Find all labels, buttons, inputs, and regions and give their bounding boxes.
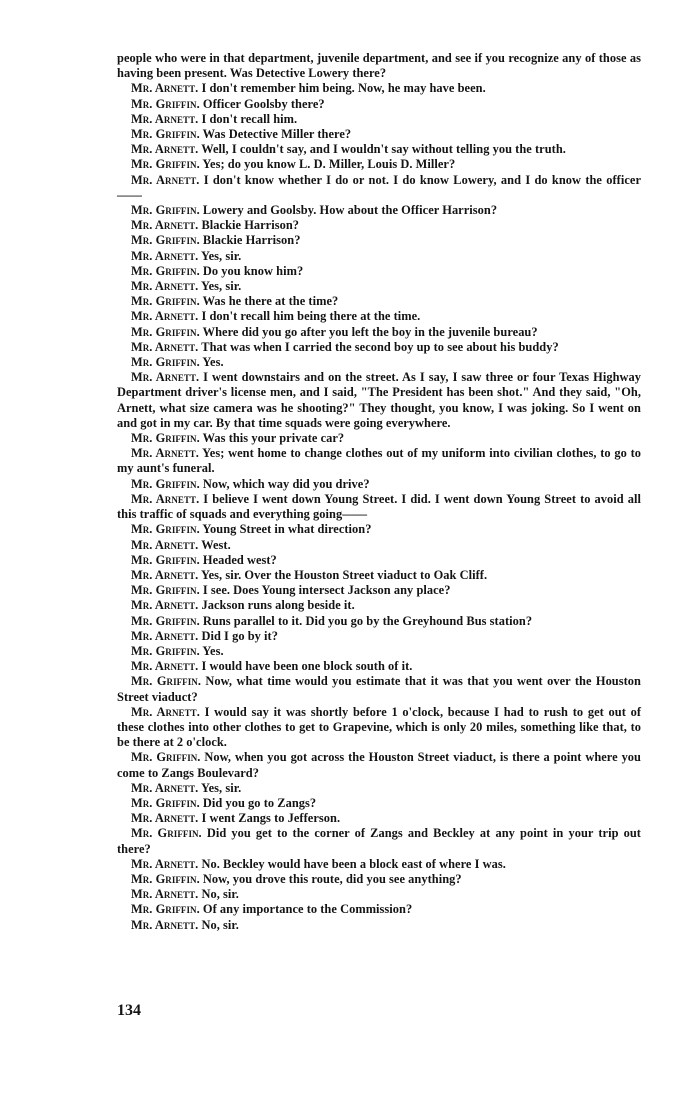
paragraph [117, 887, 641, 902]
speaker-label: Mr. Griffin. [131, 294, 200, 309]
paragraph [117, 203, 641, 218]
speaker-label: Mr. Griffin. [131, 583, 200, 598]
speaker-label: Mr. Arnett. [131, 567, 199, 582]
speaker-label: Mr. Arnett. [131, 811, 199, 826]
paragraph-text: Yes, sir. [201, 780, 242, 795]
paragraph [117, 264, 641, 279]
paragraph [117, 583, 641, 598]
paragraph-text: I don't recall him. [201, 111, 298, 126]
paragraph-text: Headed west? [202, 552, 277, 567]
speaker-label: Mr. Arnett. [131, 659, 199, 674]
paragraph [117, 218, 641, 233]
speaker-label: Mr. Griffin. [131, 127, 200, 142]
paragraph-text: Yes. [202, 643, 224, 658]
paragraph [117, 568, 641, 583]
speaker-label: Mr. Arnett. [131, 856, 199, 871]
paragraph [117, 127, 641, 142]
speaker-label: Mr. Griffin. [131, 203, 200, 218]
paragraph-text: Yes, sir. [201, 248, 242, 263]
paragraph-text: Lowery and Goolsby. How about the Officer Harrison? [202, 203, 498, 218]
paragraph [117, 918, 641, 933]
paragraph-text: Was he there at the time? [202, 294, 339, 309]
paragraph [117, 872, 641, 887]
paragraph [117, 826, 641, 856]
paragraph [117, 355, 641, 370]
paragraph [117, 857, 641, 872]
paragraph-text: Yes. [202, 355, 224, 370]
paragraph [117, 614, 641, 629]
speaker-label: Mr. Arnett. [131, 491, 200, 506]
paragraph-text: Now, which way did you drive? [202, 476, 370, 491]
paragraph [117, 249, 641, 264]
paragraph [117, 81, 641, 96]
paragraph [117, 644, 641, 659]
paragraph-text: Was Detective Miller there? [202, 127, 352, 142]
paragraph-text: I believe I went down Young Street. I did. I went down Young Street to avoid all this traffic of squads and everything going—— [117, 491, 641, 522]
paragraph [117, 553, 641, 568]
paragraph [117, 629, 641, 644]
paragraph-text: Yes; went home to change clothes out of my uniform into civilian clothes, to go to my aunt's funeral. [117, 446, 641, 476]
paragraph [117, 446, 641, 476]
paragraph [117, 370, 641, 431]
paragraph [117, 750, 641, 780]
paragraph [117, 325, 641, 340]
paragraph [117, 142, 641, 157]
paragraph [117, 705, 641, 751]
speaker-label: Mr. Arnett. [131, 248, 199, 263]
paragraph-text: Of any importance to the Commission? [202, 902, 413, 917]
paragraph-text: That was when I carried the second boy up to see about his buddy? [201, 339, 559, 354]
speaker-label: Mr. Griffin. [131, 355, 200, 370]
paragraph-text: No, sir. [201, 887, 239, 902]
paragraph-text: No. Beckley would have been a block east of where I was. [201, 856, 506, 871]
paragraph [117, 97, 641, 112]
speaker-label: Mr. Arnett. [131, 370, 200, 385]
speaker-label: Mr. Griffin. [131, 871, 200, 886]
paragraph-text: Yes, sir. [201, 279, 242, 294]
paragraph-text: Young Street in what direction? [202, 522, 372, 537]
speaker-label: Mr. Griffin. [131, 263, 200, 278]
paragraph-text: Do you know him? [202, 263, 304, 278]
paragraph [117, 294, 641, 309]
paragraph [117, 598, 641, 613]
paragraph-text: Where did you go after you left the boy in the juvenile bureau? [202, 324, 538, 339]
paragraph [117, 233, 641, 248]
paragraph [117, 674, 641, 704]
paragraph [117, 279, 641, 294]
paragraph-text: Did you get to the corner of Zangs and Beckley at any point in your trip out there? [117, 826, 641, 856]
paragraph-text: Blackie Harrison? [202, 233, 301, 248]
speaker-label: Mr. Griffin. [131, 96, 200, 111]
speaker-label: Mr. Griffin. [131, 674, 201, 689]
speaker-label: Mr. Griffin. [131, 324, 200, 339]
speaker-label: Mr. Griffin. [131, 233, 200, 248]
speaker-label: Mr. Arnett. [131, 309, 199, 324]
speaker-label: Mr. Griffin. [131, 552, 200, 567]
speaker-label: Mr. Arnett. [131, 81, 199, 96]
page-number: 134 [117, 1002, 141, 1019]
speaker-label: Mr. Griffin. [131, 476, 200, 491]
paragraph [117, 157, 641, 172]
speaker-label: Mr. Griffin. [131, 750, 201, 765]
paragraph-text: I don't remember him being. Now, he may have been. [201, 81, 486, 96]
paragraph-text: I would have been one block south of it. [201, 659, 413, 674]
paragraph [117, 902, 641, 917]
speaker-label: Mr. Arnett. [131, 598, 199, 613]
speaker-label: Mr. Arnett. [131, 172, 200, 187]
speaker-label: Mr. Arnett. [131, 218, 199, 233]
paragraph-text: Well, I couldn't say, and I wouldn't say without telling you the truth. [201, 142, 566, 157]
paragraph [117, 340, 641, 355]
speaker-label: Mr. Griffin. [131, 902, 200, 917]
paragraph [117, 522, 641, 537]
paragraph-text: Was this your private car? [202, 431, 345, 446]
paragraph-text: I went Zangs to Jefferson. [201, 811, 341, 826]
speaker-label: Mr. Arnett. [131, 339, 199, 354]
paragraph-text: Did you go to Zangs? [202, 795, 317, 810]
paragraph [117, 51, 641, 81]
paragraph [117, 492, 641, 522]
paragraph [117, 659, 641, 674]
paragraph-text: Blackie Harrison? [201, 218, 300, 233]
paragraph [117, 538, 641, 553]
paragraph-text: Yes; do you know L. D. Miller, Louis D. Miller? [202, 157, 456, 172]
paragraph-text: I see. Does Young intersect Jackson any place? [202, 583, 451, 598]
paragraph-text: Yes, sir. Over the Houston Street viaduct to Oak Cliff. [201, 567, 488, 582]
paragraph-text: Now, you drove this route, did you see anything? [202, 871, 462, 886]
speaker-label: Mr. Arnett. [131, 279, 199, 294]
paragraph-text: people who were in that department, juvenile department, and see if you recognize any of those as having been present. Was Detective Lowery there? [117, 51, 641, 81]
paragraph-text: I don't know whether I do or not. I do know Lowery, and I do know the officer—— [117, 172, 641, 202]
speaker-label: Mr. Arnett. [131, 780, 199, 795]
paragraph-text: I went downstairs and on the street. As I say, I saw three or four Texas Highway Department driver's license men, and I said, "The President has been shot." And they said, "Oh, Arnett, what size camera was he shooting?" They thought, you know, I was joking. So I went on and got in my car. By that time squads were going everywhere. [117, 370, 642, 430]
paragraph [117, 477, 641, 492]
paragraph-text: West. [201, 537, 231, 552]
speaker-label: Mr. Arnett. [131, 917, 199, 932]
paragraph [117, 112, 641, 127]
paragraph-text: I don't recall him being there at the time. [201, 309, 421, 324]
paragraph-text: Did I go by it? [201, 628, 278, 643]
speaker-label: Mr. Arnett. [131, 446, 199, 461]
paragraph-text: Runs parallel to it. Did you go by the Greyhound Bus station? [202, 613, 533, 628]
paragraph [117, 796, 641, 811]
speaker-label: Mr. Griffin. [131, 795, 200, 810]
paragraph [117, 309, 641, 324]
paragraph-text: Now, when you got across the Houston Street viaduct, is there a point where you come to Zangs Boulevard? [117, 750, 641, 780]
paragraph [117, 811, 641, 826]
speaker-label: Mr. Arnett. [131, 111, 199, 126]
paragraph [117, 173, 641, 203]
paragraph-text: Now, what time would you estimate that it was that you went over the Houston Street viaduct? [117, 674, 641, 704]
paragraph [117, 431, 641, 446]
paragraph-text: No, sir. [201, 917, 239, 932]
speaker-label: Mr. Arnett. [131, 142, 199, 157]
speaker-label: Mr. Arnett. [131, 887, 199, 902]
speaker-label: Mr. Arnett. [131, 537, 199, 552]
speaker-label: Mr. Griffin. [131, 157, 200, 172]
paragraph-text: Officer Goolsby there? [202, 96, 325, 111]
speaker-label: Mr. Arnett. [131, 628, 199, 643]
paragraph-text: I would say it was shortly before 1 o'clock, because I had to rush to get out of these clothes into other clothes to get to Grapevine, which is only 20 miles, something like that, to be there at 2 o'clock. [117, 704, 641, 750]
speaker-label: Mr. Arnett. [131, 704, 200, 719]
speaker-label: Mr. Griffin. [131, 522, 200, 537]
speaker-label: Mr. Griffin. [131, 643, 200, 658]
speaker-label: Mr. Griffin. [131, 613, 200, 628]
speaker-label: Mr. Griffin. [131, 826, 202, 841]
paragraph [117, 781, 641, 796]
transcript-body [117, 51, 641, 933]
speaker-label: Mr. Griffin. [131, 431, 200, 446]
paragraph-text: Jackson runs along beside it. [201, 598, 355, 613]
